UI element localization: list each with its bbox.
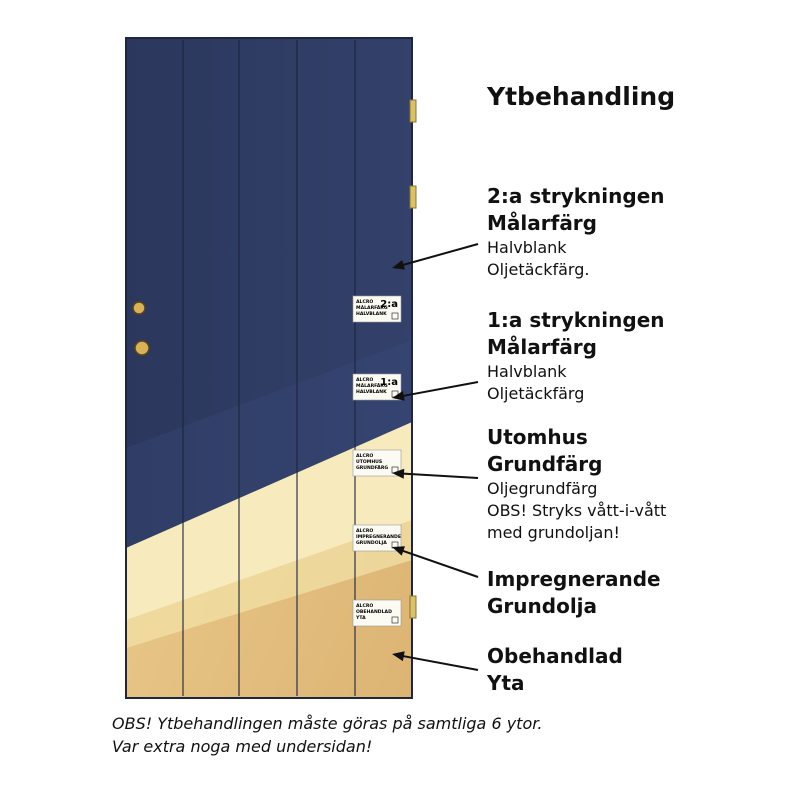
tag-number: 2:a xyxy=(380,299,398,310)
primer-sub-1: Oljegrundfärg xyxy=(487,479,598,498)
tag-line: ALCRO xyxy=(356,529,374,534)
tag-number: 1:a xyxy=(380,377,398,388)
first-coat-heading-1: 1:a strykningen xyxy=(487,308,665,332)
tag-line: MÅLARFÄRG xyxy=(356,306,388,311)
second-coat-sub-2: Oljetäckfärg. xyxy=(487,260,590,279)
second-coat-heading-2: Målarfärg xyxy=(487,211,597,235)
sample-tag xyxy=(353,374,401,400)
label-impregnating-oil xyxy=(487,566,661,620)
tag-line: MÅLARFÄRG xyxy=(356,384,388,389)
primer-heading-2: Grundfärg xyxy=(487,452,603,476)
page-title: Ytbehandling xyxy=(487,82,676,111)
tag-line: GRUNDFÄRG xyxy=(356,466,389,471)
footer-note xyxy=(112,712,542,758)
impregnating-heading-2: Grundolja xyxy=(487,594,598,618)
tag-line: HALVBLANK xyxy=(356,390,387,395)
footer-note-line-2: Var extra noga med undersidan! xyxy=(112,737,373,756)
second-coat-heading-1: 2:a strykningen xyxy=(487,184,665,208)
label-second-coat xyxy=(487,183,665,281)
untreated-heading-2: Yta xyxy=(487,671,525,695)
tag-line: IMPREGNERANDE xyxy=(356,535,401,540)
first-coat-sub-1: Halvblank xyxy=(487,362,567,381)
label-first-coat xyxy=(487,307,665,405)
second-coat-sub-1: Halvblank xyxy=(487,238,567,257)
label-untreated xyxy=(487,643,623,697)
primer-sub-2: OBS! Stryks vått-i-vått xyxy=(487,501,667,520)
impregnating-heading-1: Impregnerande xyxy=(487,567,661,591)
tag-line: ALCRO xyxy=(356,378,374,383)
tag-line: ALCRO xyxy=(356,604,374,609)
tag-line: UTOMHUS xyxy=(356,460,383,465)
sample-tag xyxy=(353,296,401,322)
primer-heading-1: Utomhus xyxy=(487,425,588,449)
label-primer xyxy=(487,424,666,544)
first-coat-sub-2: Oljetäckfärg xyxy=(487,384,585,403)
untreated-heading-1: Obehandlad xyxy=(487,644,623,668)
footer-note-line-1: OBS! Ytbehandlingen måste göras på samtliga 6 ytor. xyxy=(112,714,543,733)
tag-line: ALCRO xyxy=(356,300,374,305)
primer-sub-3: med grundoljan! xyxy=(487,523,620,542)
sample-tag xyxy=(353,600,401,626)
tag-line: GRUNDOLJA xyxy=(356,541,387,546)
tag-line: ALCRO xyxy=(356,454,374,459)
sample-tag xyxy=(353,450,401,476)
first-coat-heading-2: Målarfärg xyxy=(487,335,597,359)
tag-line: OBEHANDLAD xyxy=(356,610,392,615)
tag-line: HALVBLANK xyxy=(356,312,387,317)
tag-line: YTA xyxy=(356,616,366,621)
